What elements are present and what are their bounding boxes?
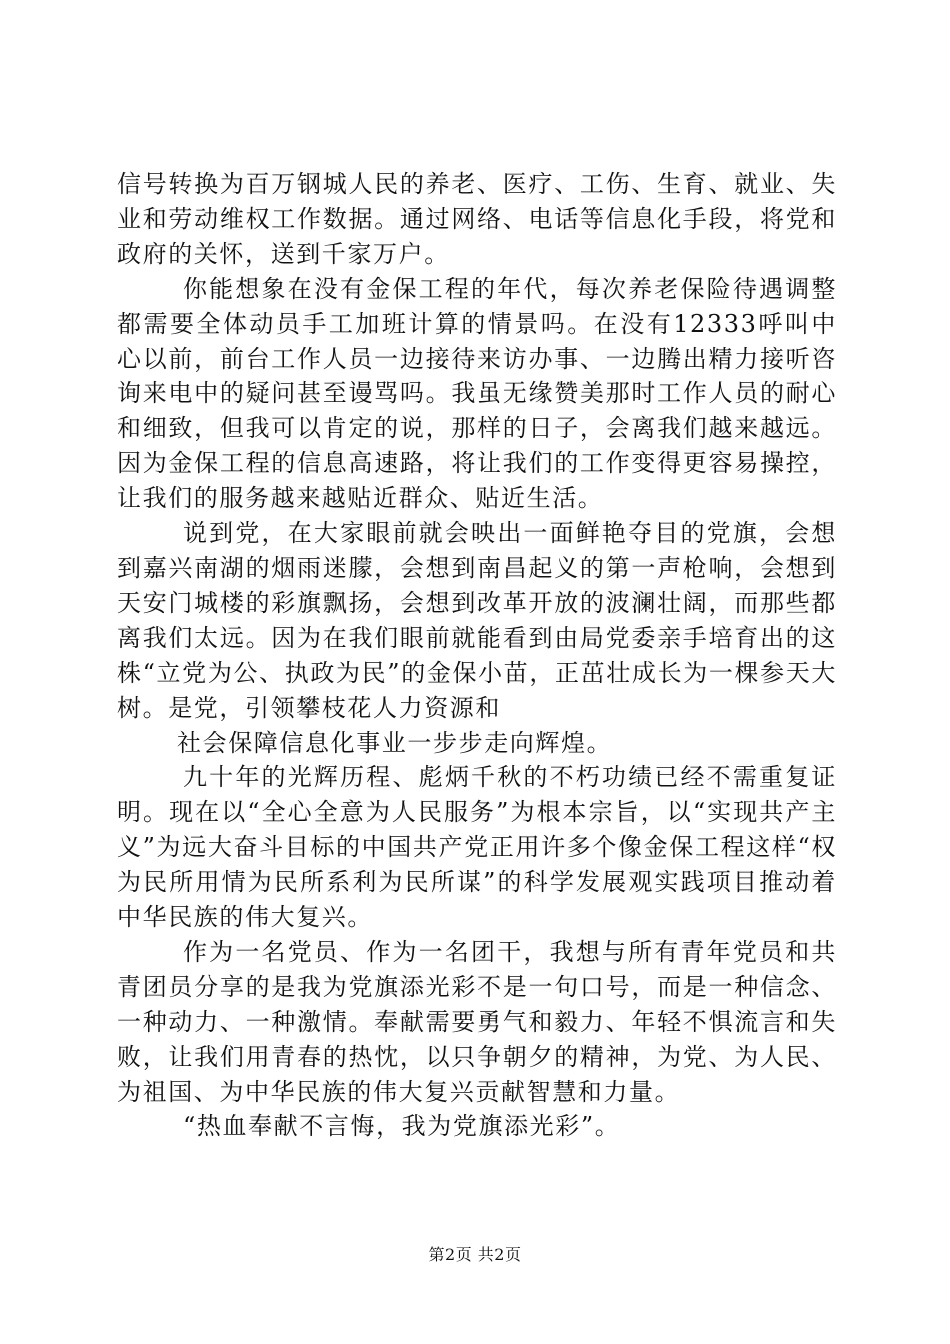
paragraph-fragment: 社会保障信息化事业一步步走向辉煌。 [177,728,613,757]
paragraph-party-flag: 说到党，在大家眼前就会映出一面鲜艳夺目的党旗，会想到嘉兴南湖的烟雨迷朦，会想到南昌起义的第一声枪响，会想到天安门城楼的彩旗飘扬，会想到改革开放的波澜壮阔，而那些都离我们太远。因为在我们眼前就能看到由局党委亲手培育出的这株“立党为公、执政为民”的金保小苗，正茁壮成长为一棵参天大树。是党，引领攀枝花人力资源和 [117,519,837,722]
paragraph-youth: 作为一名党员、作为一名团干，我想与所有青年党员和共青团员分享的是我为党旗添光彩不是一句口号，而是一种信念、一种动力、一种激情。奉献需要勇气和毅力、年轻不惧流言和失败，让我们用青春的热忱，以只争朝夕的精神，为党、为人民、为祖国、为中华民族的伟大复兴贡献智慧和力量。 [117,937,837,1106]
paragraph-ninety-years: 九十年的光辉历程、彪炳千秋的不朽功绩已经不需重复证明。现在以“全心全意为人民服务”为根本宗旨，以“实现共产主义”为远大奋斗目标的中国共产党正用许多个像金保工程这样“权为民所用情为民所系利为民所谋”的科学发展观实践项目推动着中华民族的伟大复兴。 [117,763,837,932]
paragraph-slogan: “热血奉献不言悔，我为党旗添光彩”。 [183,1112,621,1141]
page-number-footer: 第2页 共2页 [428,1245,522,1264]
document-body [117,167,837,1144]
paragraph-jinbao-era: 你能想象在没有金保工程的年代，每次养老保险待遇调整都需要全体动员手工加班计算的情景吗。在没有12333呼叫中心以前，前台工作人员一边接待来访办事、一边腾出精力接听咨询来电中的疑问甚至谩骂吗。我虽无缘赞美那时工作人员的耐心和细致，但我可以肯定的说，那样的日子，会离我们越来越远。因为金保工程的信息高速路，将让我们的工作变得更容易操控，让我们的服务越来越贴近群众、贴近生活。 [117,274,837,513]
paragraph-continued: 信号转换为百万钢城人民的养老、医疗、工伤、生育、就业、失业和劳动维权工作数据。通过网络、电话等信息化手段，将党和政府的关怀，送到千家万户。 [117,170,837,268]
